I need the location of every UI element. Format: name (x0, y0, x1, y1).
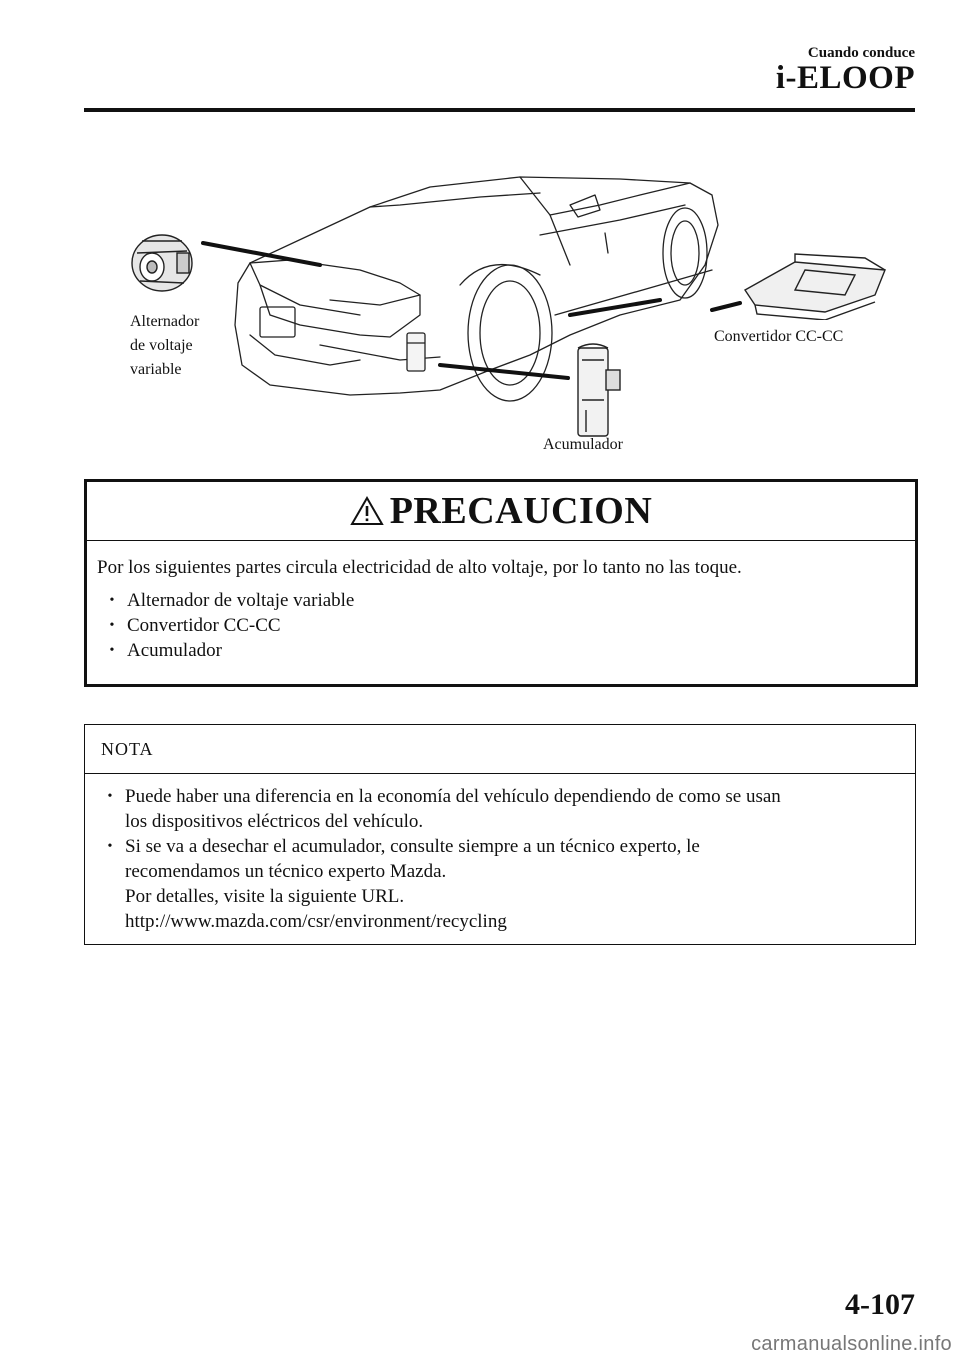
header-rule (84, 108, 915, 112)
recycling-url[interactable]: http://www.mazda.com/csr/environment/recycling (125, 911, 507, 932)
bullet-icon: • (109, 618, 115, 633)
caution-item: Alternador de voltaje variable (127, 590, 355, 611)
list-item (97, 613, 915, 638)
note-item (125, 784, 781, 834)
label-alternator (130, 310, 199, 382)
note-line: Por detalles, visite la siguiente URL. (125, 886, 405, 907)
label-alternator-line-3: variable (130, 361, 182, 378)
note-line: recomendamos un técnico experto Mazda. (125, 861, 447, 882)
caution-item: Acumulador (127, 640, 222, 661)
caution-text: Por los siguientes partes circula electricidad de alto voltaje, por lo tanto no las toque. (97, 557, 742, 578)
note-body (85, 774, 915, 934)
note-item (125, 834, 700, 934)
note-list (95, 784, 915, 934)
list-item (95, 834, 915, 934)
note-header: NOTA (85, 725, 915, 774)
note-line: los dispositivos eléctricos del vehículo. (125, 811, 424, 832)
list-item (97, 638, 915, 663)
warning-icon (350, 496, 384, 526)
label-accumulator: Acumulador (543, 436, 623, 453)
caution-header (87, 482, 915, 541)
car-diagram (100, 165, 900, 465)
watermark: carmanualsonline.info (751, 1333, 952, 1355)
bullet-icon: • (107, 789, 113, 804)
bullet-icon: • (109, 593, 115, 608)
label-alternator-line-1: Alternador (130, 313, 200, 330)
page-number: 4-107 (845, 1288, 915, 1321)
bullet-icon: • (107, 839, 113, 854)
caution-box (84, 479, 918, 687)
bullet-icon: • (109, 643, 115, 658)
note-box (84, 724, 916, 945)
caution-body (87, 541, 915, 663)
label-alternator-line-2: de voltaje (130, 337, 193, 354)
label-converter: Convertidor CC-CC (714, 328, 844, 345)
list-item (95, 784, 915, 834)
note-line: Si se va a desechar el acumulador, consulte siempre a un técnico experto, le (125, 836, 700, 857)
caution-item: Convertidor CC-CC (127, 615, 281, 636)
note-line: Puede haber una diferencia en la economía del vehículo dependiendo de como se usan (125, 786, 781, 807)
leader-lines (100, 165, 900, 465)
caution-list (97, 588, 915, 663)
header-section: Cuando conduce (807, 45, 915, 61)
caution-title: PRECAUCION (389, 490, 653, 532)
list-item (97, 588, 915, 613)
page-title: i-ELOOP (775, 60, 915, 96)
